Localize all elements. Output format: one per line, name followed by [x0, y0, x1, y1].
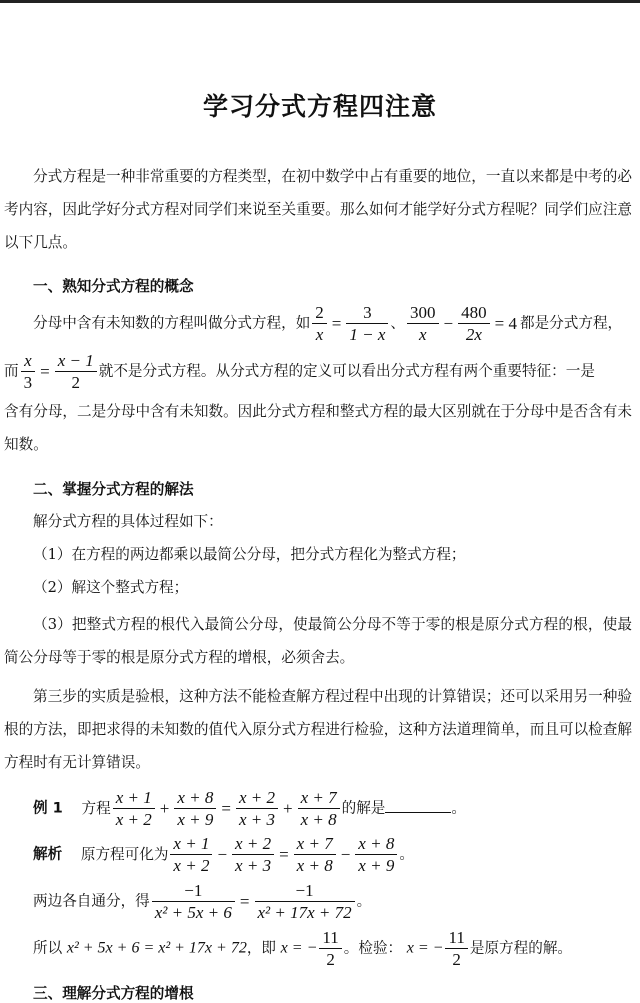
- fraction: $\frac{x + 8}{x + 9}$: [174, 787, 216, 830]
- analysis-line: 解析 原方程可化为 $\frac{x + 1}{x + 2}$ − $\frac{x + 2}{x + 3}$ = $\frac{x + 7}{x + 8}$ − $\frac{x + 8}{x + 9}$ 。: [33, 834, 414, 875]
- fraction: $\frac{x + 7}{x + 8}$: [298, 787, 340, 830]
- fraction: $\frac{3}{1 - x}$: [346, 302, 388, 345]
- fraction: $\frac{480}{2x}$: [458, 302, 490, 345]
- step-3: （3）把整式方程的根代入最简公分母，使最简公分母不等于零的根是原分式方程的根，使最简公分母等于零的根是原分式方程的增根，必须舍去。: [4, 616, 632, 666]
- example-1: 例 1 方程 $\frac{x + 1}{x + 2}$ + $\frac{x + 8}{x + 9}$ = $\frac{x + 2}{x + 3}$ + $\frac{x + 7}{x + 8}$ 的解是 。: [33, 788, 466, 829]
- definition-text: 分母中含有未知数的方程叫做分式方程，如: [33, 314, 311, 332]
- fraction: $\frac{2}{x}$: [312, 302, 327, 345]
- answer-blank: [385, 798, 451, 813]
- verification-note: 第三步的实质是验根，这种方法不能检查解方程过程中出现的计算错误；还可以采用另一种验根的方法，即把求得的未知数的值代入原分式方程进行检验，这种方法道理简单，而且可以检查解方程时有无计算错误。: [4, 688, 632, 771]
- fraction: $\frac{x + 8}{x + 9}$: [355, 833, 397, 876]
- fraction: $\frac{-1}{\text{x² + 17x + 72}}$: [255, 880, 355, 923]
- expanded-equation: x² + 5x + 6 = x² + 17x + 72: [66, 939, 247, 957]
- section2-heading: 二、掌握分式方程的解法: [33, 481, 194, 498]
- solution-line: 所以 x² + 5x + 6 = x² + 17x + 72，即 x = − $\frac{11}{2}$ 。检验： x = − $\frac{11}{2}$ 是原方程的解。: [33, 928, 573, 969]
- fraction: $\frac{x + 1}{x + 2}$: [113, 787, 155, 830]
- fraction: $\frac{x + 7}{x + 8}$: [294, 833, 336, 876]
- fraction: $\frac{11}{2}$: [445, 927, 467, 970]
- solution-lead: 解分式方程的具体过程如下：: [33, 513, 223, 530]
- fraction: $\frac{x + 2}{x + 3}$: [232, 833, 274, 876]
- analysis-label: 解析: [33, 845, 63, 863]
- fraction: $\frac{x + 2}{x + 3}$: [236, 787, 278, 830]
- fraction: $\frac{300}{x}$: [407, 302, 439, 345]
- section1-paragraph: 含有分母，二是分母中含有未知数。因此分式方程和整式方程的最大区别就在于分母中是否含有未知数。: [4, 403, 632, 453]
- fraction: $\frac{x - 1}{2}$: [55, 350, 97, 393]
- page-title: 学习分式方程四注意: [202, 92, 437, 121]
- step-2: （2）解这个整式方程；: [33, 579, 189, 596]
- top-rule: [0, 0, 640, 3]
- intro-paragraph: 分式方程是一种非常重要的方程类型，在初中数学中占有重要的地位，一直以来都是中考的必考内容，因此学好分式方程对同学们来说至关重要。那么如何才能学好分式方程呢？同学们应注意以下几点。: [4, 168, 632, 251]
- fraction: $\frac{-1}{\text{x² + 5x + 6}}$: [152, 880, 235, 923]
- step-1: （1）在方程的两边都乘以最简公分母，把分式方程化为整式方程；: [33, 546, 466, 563]
- fraction: $\frac{x}{3}$: [21, 350, 36, 393]
- fraction: $\frac{x + 1}{x + 2}$: [170, 833, 212, 876]
- section1-line1: 分母中含有未知数的方程叫做分式方程，如 $\frac{2}{x}$ = $\frac{3}{1 - x}$ 、 $\frac{300}{x}$ − $\frac{480}{2x}$ = 4 都是分式方程，: [33, 303, 623, 344]
- section1-line2: 而 $\frac{x}{3}$ = $\frac{x - 1}{2}$ 就不是分式方程。从分式方程的定义可以看出分式方程有两个重要特征：一是: [4, 351, 595, 392]
- section1-heading: 一、熟知分式方程的概念: [33, 278, 194, 295]
- common-denominator-line: 两边各自通分，得 $\frac{-1}{\text{x² + 5x + 6}}$ = $\frac{-1}{\text{x² + 17x + 72}}$ 。: [33, 881, 372, 922]
- example-label: 例 1: [33, 799, 63, 817]
- section3-heading: 三、理解分式方程的增根: [33, 985, 194, 1002]
- fraction: $\frac{11}{2}$: [319, 927, 341, 970]
